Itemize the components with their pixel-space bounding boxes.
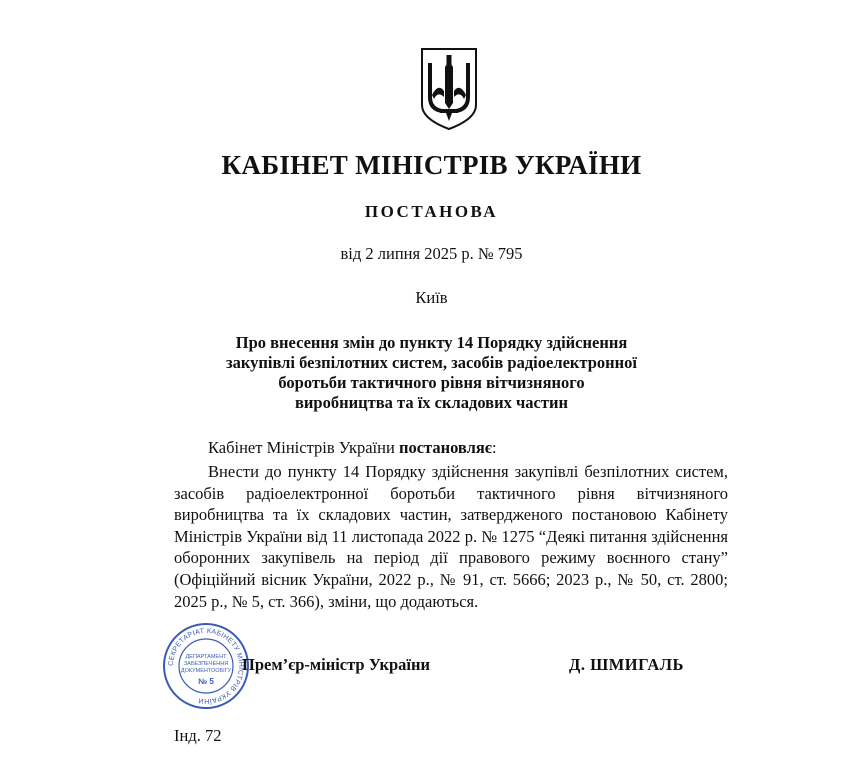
stamp-outer-text: СЕКРЕТАРІАТ КАБІНЕТУ МІНІСТРІВ УКРАЇНИ (167, 627, 245, 705)
preamble (208, 438, 497, 458)
coat-of-arms-icon (420, 47, 478, 131)
signatory-role: Прем’єр-міністр України (242, 655, 431, 674)
stamp-inner-line: ДОКУМЕНТООБІГУ (180, 668, 232, 674)
title-line: виробництва та їх складових частин (295, 393, 568, 412)
stamp-number: № 5 (198, 677, 214, 686)
official-stamp (162, 622, 250, 710)
resolution-body: Внести до пункту 14 Порядку здійснення закупівлі безпілотних систем, засобів радіоелектронної боротьби тактичного рівня вітчизняного виробництва та їх складових частин, затвердженого постановою Кабінету Міністрів України від 11 листопада 2022 р. № 1275 “Деякі питання здійснення оборонних закупівель на період дії правового режиму воєнного стану” (Офіційний вісник України, 2022 р., № 91, ст. 5666; 2023 р., № 50, ст. 2800; 2025 р., № 5, ст. 366), зміни, що додаються. (174, 462, 728, 611)
preamble-text: Кабінет Міністрів України (208, 438, 399, 457)
issue-city: Київ (415, 288, 448, 307)
title-line: боротьби тактичного рівня вітчизняного (278, 373, 585, 392)
document-date-number: від 2 липня 2025 р. № 795 (340, 244, 523, 263)
title-line: закупівлі безпілотних систем, засобів радіоелектронної (225, 353, 637, 372)
resolution-title (0, 333, 863, 413)
organization-heading: КАБІНЕТ МІНІСТРІВ УКРАЇНИ (221, 150, 642, 180)
stamp-inner-line: ДЕПАРТАМЕНТ (185, 654, 227, 660)
preamble-verb: постановляє (398, 438, 492, 457)
signatory-name: Д. ШМИГАЛЬ (569, 655, 684, 674)
document-type: ПОСТАНОВА (364, 202, 499, 221)
document-index: Інд. 72 (174, 726, 222, 745)
title-line: Про внесення змін до пункту 14 Порядку здійснення (235, 333, 628, 352)
preamble-suffix: : (491, 438, 497, 457)
stamp-inner-line: ЗАБЕЗПЕЧЕННЯ (183, 661, 229, 667)
